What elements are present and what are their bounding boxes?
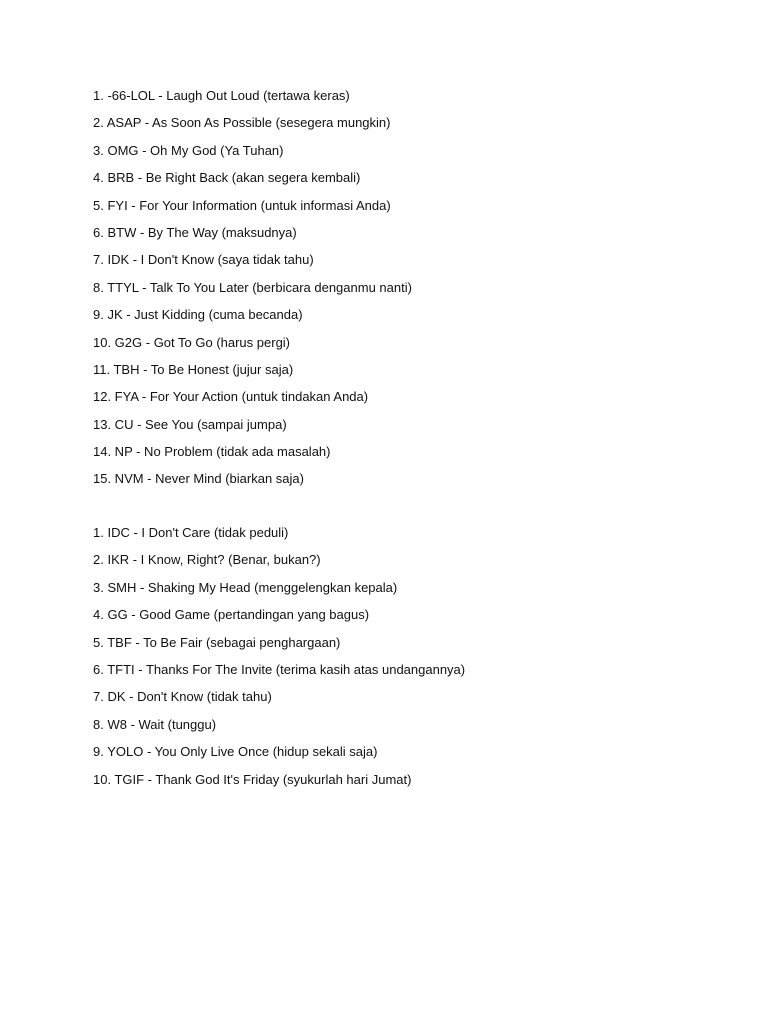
list-item: 7. IDK - I Don't Know (saya tidak tahu) [93, 252, 314, 268]
list-item: 4. BRB - Be Right Back (akan segera kembali) [93, 170, 361, 186]
list-item: 4. GG - Good Game (pertandingan yang bagus) [93, 607, 370, 623]
list-item: 3. OMG - Oh My God (Ya Tuhan) [93, 142, 284, 158]
list-item: 5. TBF - To Be Fair (sebagai penghargaan) [93, 634, 341, 650]
list-item: 2. IKR - I Know, Right? (Benar, bukan?) [93, 552, 321, 568]
list-item: 7. DK - Don't Know (tidak tahu) [93, 689, 272, 705]
list-item: 9. YOLO - You Only Live Once (hidup sekali saja) [93, 744, 378, 760]
list-item: 8. W8 - Wait (tunggu) [93, 716, 217, 732]
list-item: 14. NP - No Problem (tidak ada masalah) [93, 444, 331, 460]
list-item: 2. ASAP - As Soon As Possible (sesegera mungkin) [93, 115, 391, 131]
list-item: 1. -66-LOL - Laugh Out Loud (tertawa keras) [93, 88, 350, 103]
list-item: 12. FYA - For Your Action (untuk tindakan Anda) [93, 389, 369, 405]
list-item: 9. JK - Just Kidding (cuma becanda) [93, 307, 303, 323]
list-item: 10. TGIF - Thank God It's Friday (syukurlah hari Jumat) [93, 771, 412, 787]
list-item: 1. IDC - I Don't Care (tidak peduli) [93, 525, 289, 540]
list-item: 6. TFTI - Thanks For The Invite (terima kasih atas undangannya) [93, 661, 466, 677]
list-item: 5. FYI - For Your Information (untuk informasi Anda) [93, 197, 391, 213]
list-item: 6. BTW - By The Way (maksudnya) [93, 224, 297, 240]
list-item: 3. SMH - Shaking My Head (menggelengkan kepala) [93, 579, 398, 595]
acronym-list-second [93, 523, 465, 797]
acronym-list-first [93, 86, 412, 497]
list-item: 10. G2G - Got To Go (harus pergi) [93, 334, 291, 350]
list-item: 8. TTYL - Talk To You Later (berbicara denganmu nanti) [93, 279, 412, 295]
list-item: 13. CU - See You (sampai jumpa) [93, 416, 287, 432]
list-item: 15. NVM - Never Mind (biarkan saja) [93, 471, 304, 487]
list-item: 11. TBH - To Be Honest (jujur saja) [93, 361, 294, 377]
